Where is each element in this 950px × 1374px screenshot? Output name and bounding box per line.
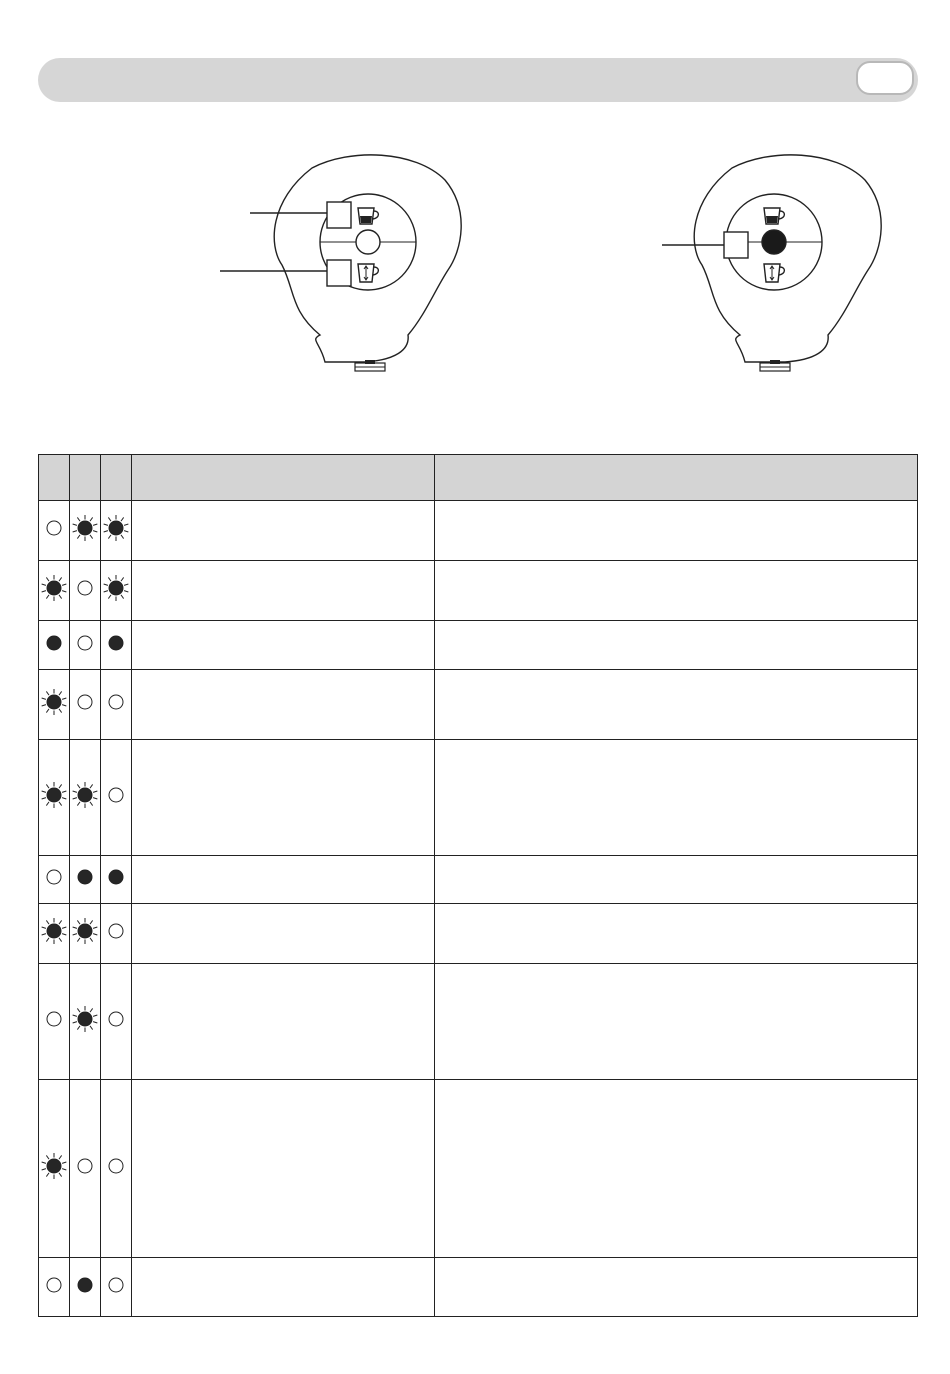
action-cell [435,1080,918,1258]
led-cell-2 [70,561,101,621]
led-cell-3 [101,621,132,670]
state-cell [132,670,435,740]
short-coffee-cup-icon [764,208,784,224]
long-coffee-cup-icon [764,264,784,282]
led-cell-2 [70,501,101,561]
header-state [132,455,435,501]
led-off-icon [71,629,99,657]
led-blink-icon [102,574,130,602]
led-off-icon [102,1005,130,1033]
led-off-icon [40,514,68,542]
action-cell [435,670,918,740]
action-cell [435,501,918,561]
table-row [39,740,918,856]
table-row [39,856,918,904]
header-led-1 [39,455,70,501]
led-off-icon [102,781,130,809]
led-off-icon [102,1152,130,1180]
led-cell-3 [101,856,132,904]
long-coffee-cup-icon [358,264,378,282]
led-blink-icon [71,781,99,809]
header-led-3 [101,455,132,501]
state-cell [132,1080,435,1258]
callout-box [724,232,748,258]
action-cell [435,856,918,904]
table-row [39,501,918,561]
table-header-row [39,455,918,501]
led-cell-3 [101,501,132,561]
led-cell-1 [39,740,70,856]
table-row [39,621,918,670]
led-off-icon [102,688,130,716]
led-cell-1 [39,670,70,740]
led-on-icon [102,629,130,657]
short-coffee-cup-icon [358,208,378,224]
action-cell [435,964,918,1080]
led-cell-3 [101,1258,132,1317]
header-bar [38,58,918,102]
action-cell [435,561,918,621]
state-cell [132,501,435,561]
table-row [39,904,918,964]
state-cell [132,561,435,621]
led-cell-3 [101,1080,132,1258]
led-cell-2 [70,964,101,1080]
led-cell-3 [101,740,132,856]
action-cell [435,904,918,964]
led-cell-3 [101,561,132,621]
callout-box-bottom [327,260,351,286]
led-off-icon [71,688,99,716]
led-status-table [38,454,918,1317]
led-off-icon [71,574,99,602]
state-cell [132,964,435,1080]
led-blink-icon [102,514,130,542]
led-on-icon [102,863,130,891]
led-cell-2 [70,856,101,904]
led-on-icon [71,863,99,891]
table-row [39,670,918,740]
table-row [39,561,918,621]
action-cell [435,1258,918,1317]
led-blink-icon [40,574,68,602]
callout-box-top [327,202,351,228]
header-action [435,455,918,501]
led-off-icon [102,917,130,945]
led-cell-1 [39,1080,70,1258]
center-led [762,230,786,254]
header-led-2 [70,455,101,501]
center-led [356,230,380,254]
led-cell-2 [70,904,101,964]
table-row [39,1258,918,1317]
led-cell-3 [101,964,132,1080]
led-off-icon [40,1271,68,1299]
led-blink-icon [71,514,99,542]
led-blink-icon [40,917,68,945]
led-cell-2 [70,670,101,740]
state-cell [132,621,435,670]
led-cell-2 [70,740,101,856]
machine-outline [274,155,461,362]
control-panel-diagram-left [220,150,470,380]
led-cell-1 [39,964,70,1080]
page-number-tab [856,61,914,95]
led-off-icon [40,1005,68,1033]
led-cell-3 [101,670,132,740]
state-cell [132,1258,435,1317]
led-on-icon [71,1271,99,1299]
led-cell-3 [101,904,132,964]
led-cell-2 [70,1080,101,1258]
led-cell-2 [70,1258,101,1317]
led-cell-2 [70,621,101,670]
action-cell [435,740,918,856]
action-cell [435,621,918,670]
state-cell [132,740,435,856]
state-cell [132,856,435,904]
led-cell-1 [39,561,70,621]
led-blink-icon [71,1005,99,1033]
control-panel-diagram-right [660,150,910,380]
led-blink-icon [40,1152,68,1180]
table-row [39,1080,918,1258]
state-cell [132,904,435,964]
table-row [39,964,918,1080]
led-cell-1 [39,856,70,904]
led-blink-icon [40,781,68,809]
machine-outline [694,155,881,362]
led-cell-1 [39,1258,70,1317]
led-blink-icon [71,917,99,945]
led-blink-icon [40,688,68,716]
led-cell-1 [39,621,70,670]
led-off-icon [40,863,68,891]
led-off-icon [71,1152,99,1180]
led-cell-1 [39,904,70,964]
led-on-icon [40,629,68,657]
led-off-icon [102,1271,130,1299]
led-cell-1 [39,501,70,561]
